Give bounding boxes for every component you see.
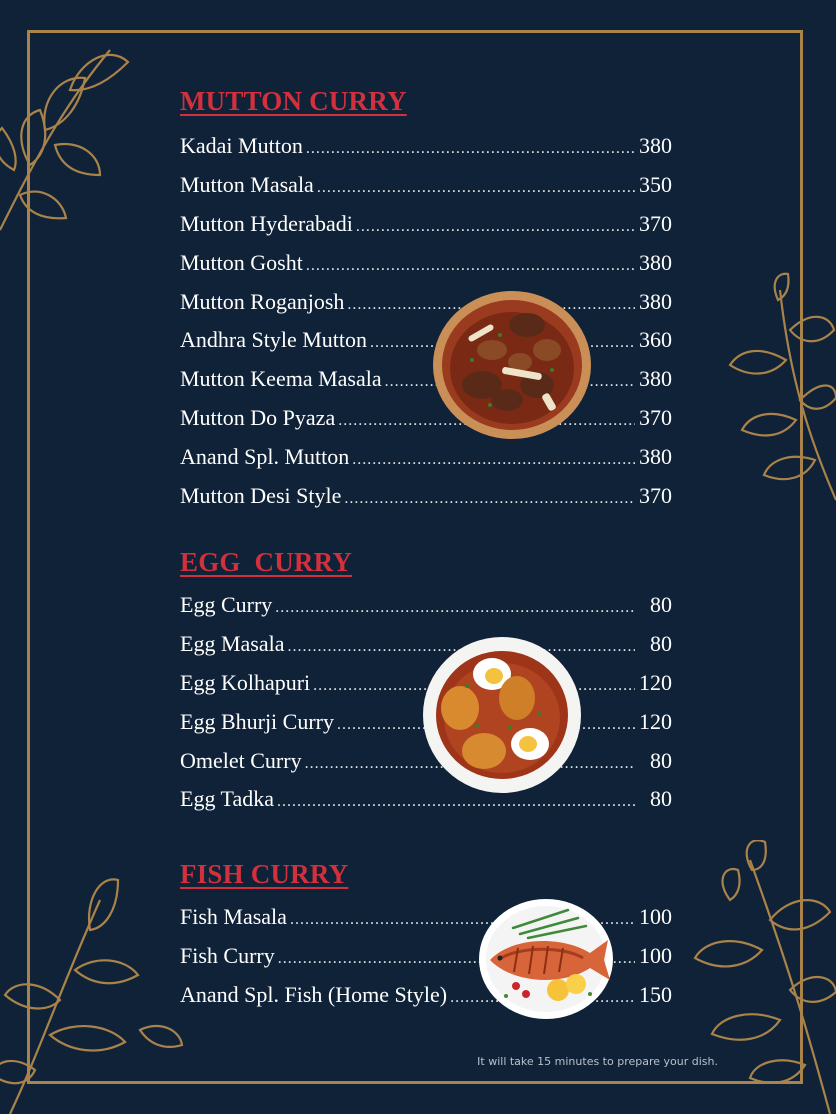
menu-item [180, 172, 672, 211]
item-price: 350 [639, 171, 672, 197]
menu-item [180, 444, 672, 483]
dot-leader [275, 599, 635, 617]
dot-leader [356, 218, 635, 236]
menu-item [180, 250, 672, 289]
dot-leader [306, 257, 635, 275]
item-name: Fish Curry [180, 942, 275, 968]
item-name: Omelet Curry [180, 747, 302, 773]
item-name: Mutton Roganjosh [180, 288, 345, 314]
item-name: Mutton Masala [180, 171, 314, 197]
item-price: 120 [639, 708, 672, 734]
fish-plate-image [478, 898, 614, 1020]
item-price: 80 [650, 630, 672, 656]
section-title-mutton-curry: MUTTON CURRY [180, 86, 407, 116]
mutton-curry-bowl-image [432, 290, 592, 440]
item-name: Fish Masala [180, 904, 287, 929]
mutton-curry-list [180, 133, 672, 522]
item-name: Anand Spl. Mutton [180, 444, 350, 470]
item-name: Egg Bhurji Curry [180, 708, 334, 734]
item-name: Egg Tadka [180, 786, 274, 812]
item-price: 80 [650, 747, 672, 773]
item-name: Egg Curry [180, 592, 273, 617]
item-name: Andhra Style Mutton [180, 327, 367, 353]
item-price: 380 [639, 444, 672, 470]
dot-leader [317, 179, 635, 197]
menu-item [180, 366, 672, 405]
item-name: Mutton Keema Masala [180, 366, 382, 392]
dot-leader [344, 490, 635, 508]
menu-item [180, 405, 672, 444]
menu-item [180, 592, 672, 631]
menu-item [180, 748, 672, 787]
egg-curry-bowl-image [422, 636, 582, 794]
section-title-fish-curry: FISH CURRY [180, 859, 349, 889]
item-price: 360 [639, 327, 672, 353]
item-price: 370 [639, 210, 672, 236]
section-title-egg-curry: EGG CURRY [180, 547, 353, 577]
menu-item [180, 289, 672, 328]
item-name: Mutton Do Pyaza [180, 405, 336, 431]
item-name: Egg Kolhapuri [180, 669, 311, 695]
item-name: Egg Masala [180, 630, 285, 656]
item-name: Mutton Desi Style [180, 483, 342, 509]
item-price: 100 [639, 942, 672, 968]
dot-leader [277, 793, 635, 811]
item-price: 380 [639, 366, 672, 392]
item-price: 150 [639, 981, 672, 1007]
item-price: 380 [639, 133, 672, 158]
item-price: 120 [639, 669, 672, 695]
item-name: Mutton Gosht [180, 249, 303, 275]
dot-leader [306, 140, 635, 158]
item-price: 100 [639, 904, 672, 929]
item-name: Kadai Mutton [180, 133, 303, 158]
item-price: 80 [650, 592, 672, 617]
item-price: 380 [639, 288, 672, 314]
item-price: 370 [639, 483, 672, 509]
menu-item [180, 786, 672, 825]
menu-item [180, 327, 672, 366]
menu-item [180, 211, 672, 250]
item-price: 370 [639, 405, 672, 431]
menu-item [180, 133, 672, 172]
menu-item [180, 483, 672, 522]
item-name: Anand Spl. Fish (Home Style) [180, 981, 448, 1007]
preparation-time-note: It will take 15 minutes to prepare your dish. [477, 1055, 718, 1068]
item-price: 80 [650, 786, 672, 812]
dot-leader [352, 451, 635, 469]
item-name: Mutton Hyderabadi [180, 210, 353, 236]
menu-item [180, 631, 672, 670]
item-price: 380 [639, 249, 672, 275]
